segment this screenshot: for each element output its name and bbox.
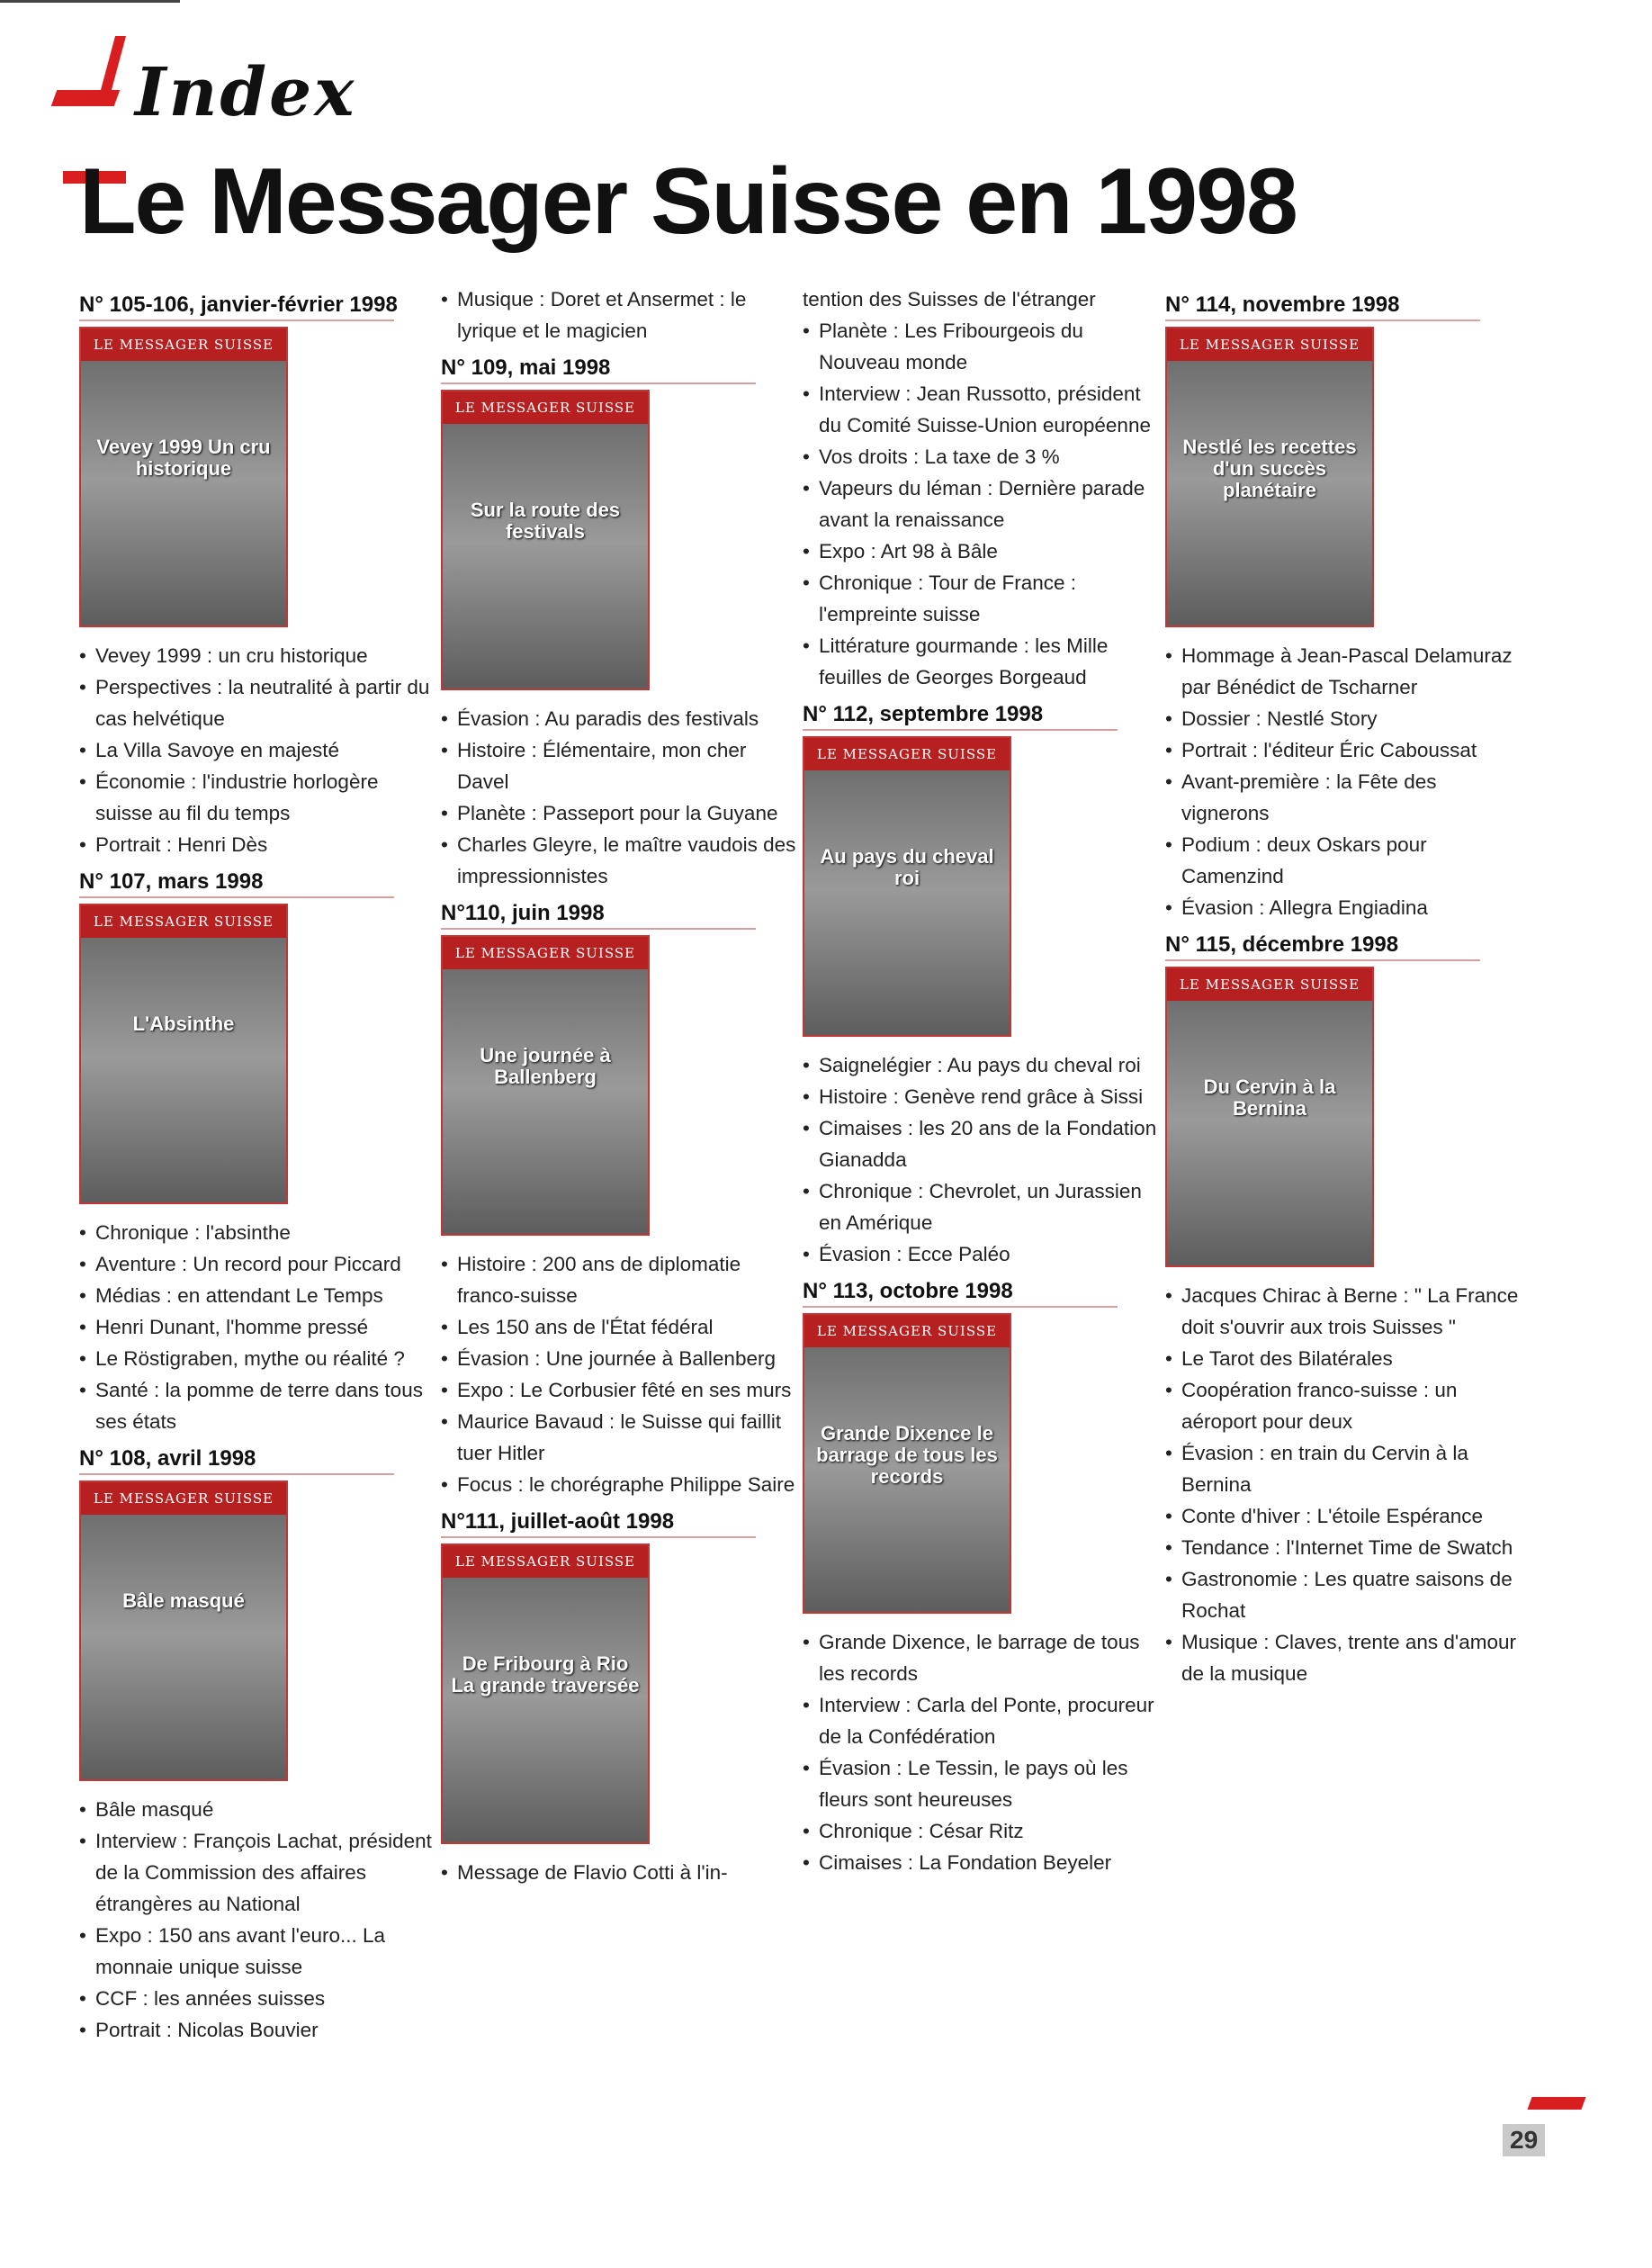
article-item: • Portrait : l'éditeur Éric Caboussat [1165,734,1521,766]
article-item: • Histoire : 200 ans de diplomatie franco-suisse [441,1248,796,1311]
issue-heading: N°111, juillet-août 1998 [441,1509,756,1538]
article-item: • Évasion : Une journée à Ballenberg [441,1343,796,1374]
issue-block [1165,932,1521,1689]
cover-headline: De Fribourg à Rio La grande traversée [451,1652,640,1696]
issue-block [441,356,796,892]
issue-block [79,869,435,1437]
issue-block [803,1279,1158,1878]
cover-headline: Nestlé les recettes d'un succès planétaire [1182,436,1357,501]
issue-heading: N° 113, octobre 1998 [803,1279,1118,1308]
red-accent-mark [51,90,121,106]
article-item: • Vevey 1999 : un cru historique [79,640,435,671]
article-list [803,1049,1158,1270]
index-column [441,284,796,1897]
article-item: • Musique : Claves, trente ans d'amour de la musique [1165,1626,1521,1689]
cover-photo [81,938,286,1202]
article-item: • Focus : le chorégraphe Philippe Saire [441,1469,796,1500]
issue-block [79,1446,435,2046]
issue-heading: N° 109, mai 1998 [441,356,756,384]
article-item: • CCF : les années suisses [79,1983,435,2014]
article-item: • Aventure : Un record pour Piccard [79,1248,435,1280]
article-item: • Dossier : Nestlé Story [1165,703,1521,734]
article-list [79,640,435,860]
article-item: • Portrait : Nicolas Bouvier [79,2014,435,2046]
cover-headline: Au pays du cheval roi [820,845,994,889]
article-item: • Maurice Bavaud : le Suisse qui faillit tuer Hitler [441,1406,796,1469]
issue-heading: N° 114, novembre 1998 [1165,292,1480,321]
article-item: • Vapeurs du léman : Dernière parade avant la renaissance [803,472,1158,536]
article-item: • Santé : la pomme de terre dans tous ses états [79,1374,435,1437]
cover-masthead: LE MESSAGER SUISSE [804,738,1010,770]
article-item: • Grande Dixence, le barrage de tous les records [803,1626,1158,1689]
cover-masthead: LE MESSAGER SUISSE [81,905,286,938]
article-list [441,1857,796,1888]
article-item: • Henri Dunant, l'homme pressé [79,1311,435,1343]
cover-photo [81,361,286,626]
magazine-cover-image [803,1313,1011,1614]
article-item: • Le Tarot des Bilatérales [1165,1343,1521,1374]
article-item: • Hommage à Jean-Pascal Delamuraz par Bénédict de Tscharner [1165,640,1521,703]
cover-photo [81,1515,286,1779]
article-item: • Chronique : l'absinthe [79,1217,435,1248]
issue-heading: N° 105-106, janvier-février 1998 [79,292,394,321]
article-item: • Coopération franco-suisse : un aéroport pour deux [1165,1374,1521,1437]
magazine-cover-image [441,935,650,1236]
article-item: • Expo : 150 ans avant l'euro... La monnaie unique suisse [79,1920,435,1983]
article-item: • Planète : Les Fribourgeois du Nouveau monde [803,315,1158,378]
article-item: • Cimaises : La Fondation Beyeler [803,1847,1158,1878]
cover-masthead: LE MESSAGER SUISSE [443,1545,648,1578]
cover-headline: Grande Dixence le barrage de tous les records [816,1422,998,1488]
article-list [441,1248,796,1500]
article-item: • Le Röstigraben, mythe ou réalité ? [79,1343,435,1374]
article-item: • Cimaises : les 20 ans de la Fondation Gianadda [803,1112,1158,1175]
article-item: • Jacques Chirac à Berne : " La France doit s'ouvrir aux trois Suisses " [1165,1280,1521,1343]
article-item: • Histoire : Élémentaire, mon cher Davel [441,734,796,797]
magazine-cover-image [79,1480,288,1781]
magazine-cover-image [79,904,288,1204]
article-item: • Gastronomie : Les quatre saisons de Rochat [1165,1563,1521,1626]
issue-heading: N° 108, avril 1998 [79,1446,394,1475]
cover-masthead: LE MESSAGER SUISSE [1167,328,1372,361]
article-list [79,1217,435,1437]
article-item: • La Villa Savoye en majesté [79,734,435,766]
cover-photo [1167,1001,1372,1265]
article-item: • Planète : Passeport pour la Guyane [441,797,796,829]
article-item: • Évasion : Ecce Paléo [803,1238,1158,1270]
cover-masthead: LE MESSAGER SUISSE [81,328,286,361]
article-item: • Interview : Carla del Ponte, procureur de la Confédération [803,1689,1158,1752]
article-item: tention des Suisses de l'étranger [803,288,1096,310]
cover-headline: L'Absinthe [132,1012,235,1035]
article-item: • Médias : en attendant Le Temps [79,1280,435,1311]
article-item: • Perspectives : la neutralité à partir du cas helvétique [79,671,435,734]
cover-photo [443,1578,648,1842]
cover-masthead: LE MESSAGER SUISSE [443,392,648,424]
index-column [79,284,435,2055]
issue-block [1165,292,1521,923]
cover-masthead: LE MESSAGER SUISSE [443,937,648,969]
article-item: • Podium : deux Oskars pour Camenzind [1165,829,1521,892]
article-list [441,703,796,892]
article-item: • Interview : Jean Russotto, président du Comité Suisse-Union européenne [803,378,1158,441]
article-item: • Littérature gourmande : les Mille feuilles de Georges Borgeaud [803,630,1158,693]
article-item: • Chronique : Tour de France : l'empreinte suisse [803,567,1158,630]
article-item: • Chronique : Chevrolet, un Jurassien en Amérique [803,1175,1158,1238]
cover-headline: Une journée à Ballenberg [480,1044,611,1088]
cover-headline: Vevey 1999 Un cru historique [96,436,271,480]
article-item: • Saignelégier : Au pays du cheval roi [803,1049,1158,1081]
issue-heading: N°110, juin 1998 [441,901,756,930]
article-item: • Évasion : Au paradis des festivals [441,703,796,734]
magazine-cover-image [441,1544,650,1844]
article-item: • Expo : Le Corbusier fêté en ses murs [441,1374,796,1406]
article-item: • Évasion : en train du Cervin à la Bernina [1165,1437,1521,1500]
article-item: • Conte d'hiver : L'étoile Espérance [1165,1500,1521,1532]
article-item: • Bâle masqué [79,1794,435,1825]
section-kicker: Index [135,54,357,131]
magazine-cover-image [1165,967,1374,1267]
article-item: • Musique : Doret et Ansermet : le lyrique et le magicien [441,284,796,346]
article-item: • Vos droits : La taxe de 3 % [803,441,1158,472]
article-item: • Évasion : Allegra Engiadina [1165,892,1521,923]
index-column [803,284,1158,1887]
article-item: • Les 150 ans de l'État fédéral [441,1311,796,1343]
issue-block [79,292,435,860]
magazine-cover-image [441,390,650,690]
red-accent-mark [1527,2097,1585,2110]
article-item: • Avant-première : la Fête des vignerons [1165,766,1521,829]
red-accent-mark [101,36,126,90]
issue-heading: N° 115, décembre 1998 [1165,932,1480,961]
issue-block [441,284,796,346]
article-item: • Interview : François Lachat, président de la Commission des affaires étrangères au National [79,1825,435,1920]
issue-block [441,1509,796,1888]
article-item: • Message de Flavio Cotti à l'in- [441,1857,796,1888]
issue-heading: N° 112, septembre 1998 [803,702,1118,731]
top-rule [0,0,180,3]
article-item: • Économie : l'industrie horlogère suisse au fil du temps [79,766,435,829]
issue-block [803,284,1158,693]
cover-masthead: LE MESSAGER SUISSE [804,1315,1010,1347]
index-column [1165,284,1521,1698]
article-list [1165,640,1521,923]
issue-block [803,702,1158,1270]
cover-masthead: LE MESSAGER SUISSE [1167,968,1372,1001]
magazine-cover-image [1165,327,1374,627]
article-item: • Évasion : Le Tessin, le pays où les fleurs sont heureuses [803,1752,1158,1815]
page-number: 29 [1503,2124,1545,2156]
magazine-cover-image [803,736,1011,1037]
article-item: • Charles Gleyre, le maître vaudois des impressionnistes [441,829,796,892]
article-item: • Histoire : Genève rend grâce à Sissi [803,1081,1158,1112]
cover-photo [443,969,648,1234]
article-list [803,284,1158,693]
article-item: • Chronique : César Ritz [803,1815,1158,1847]
cover-headline: Bâle masqué [122,1589,245,1612]
article-item: • Expo : Art 98 à Bâle [803,536,1158,567]
cover-headline: Du Cervin à la Bernina [1203,1076,1336,1120]
cover-photo [804,770,1010,1035]
magazine-cover-image [79,327,288,627]
article-list [441,284,796,346]
page-title: Le Messager Suisse en 1998 [79,149,1297,254]
cover-headline: Sur la route des festivals [470,499,621,543]
article-item: • Tendance : l'Internet Time de Swatch [1165,1532,1521,1563]
article-list [1165,1280,1521,1689]
issue-heading: N° 107, mars 1998 [79,869,394,898]
issue-block [441,901,796,1500]
article-list [79,1794,435,2046]
cover-photo [443,424,648,688]
article-item: • Portrait : Henri Dès [79,829,435,860]
cover-masthead: LE MESSAGER SUISSE [81,1482,286,1515]
article-list [803,1626,1158,1878]
